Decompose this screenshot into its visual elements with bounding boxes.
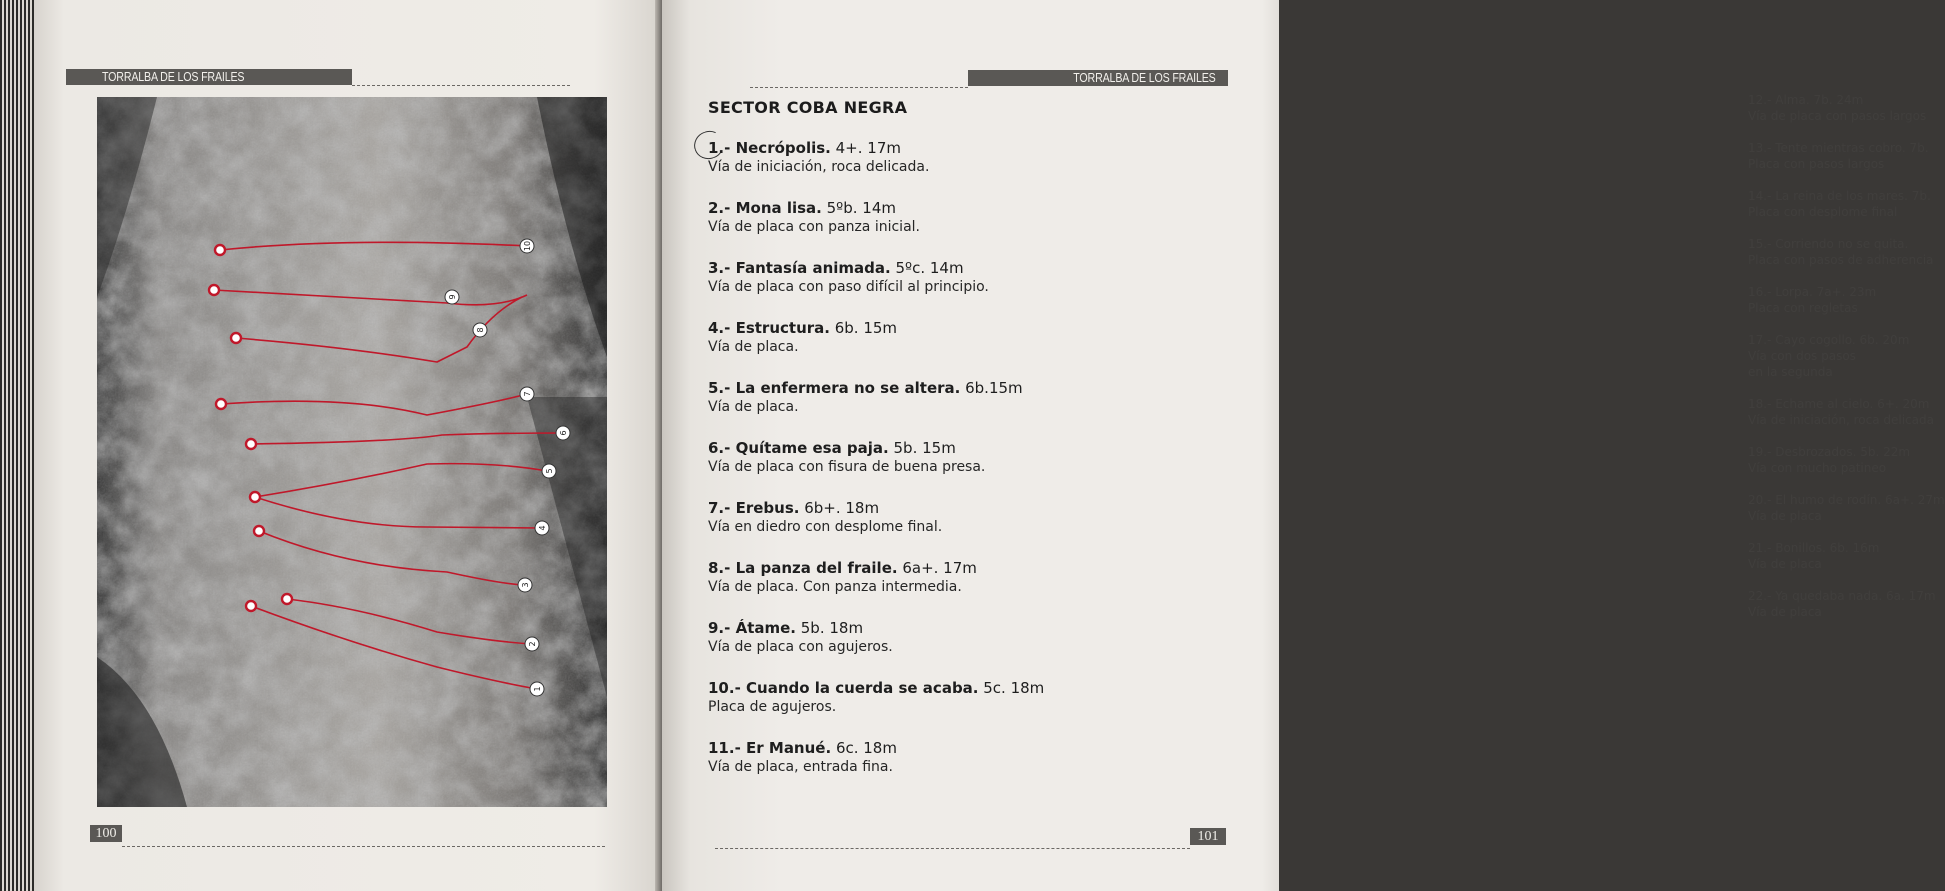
route-number-8: 8 — [476, 327, 485, 333]
route-grade: 4+. 17m — [830, 139, 901, 157]
route-grade: 6b. 15m — [829, 319, 898, 337]
route-entry — [708, 259, 1048, 319]
left-page-number: 100 — [90, 825, 122, 842]
page-edges — [0, 0, 34, 891]
right-header-rule — [750, 87, 968, 88]
route-entry — [708, 739, 1048, 799]
route-grade: 6c. 18m — [831, 739, 897, 757]
route-name: 9.- Átame. — [708, 619, 796, 637]
route-name: 4.- Estructura. — [708, 319, 830, 337]
route-description: Vía de placa. Con panza intermedia. — [708, 579, 962, 595]
route-description: Vía de placa, entrada fina. — [708, 759, 893, 775]
route-name: 6.- Quítame esa paja. — [708, 439, 889, 457]
route-entry — [708, 319, 1048, 379]
route-entry — [708, 499, 1048, 559]
route-number-4: 4 — [538, 525, 547, 531]
route-entry — [708, 559, 1048, 619]
right-header-text: TORRALBA DE LOS FRAILES — [1073, 70, 1216, 85]
route-number-7: 7 — [523, 391, 532, 397]
route-description: Placa de agujeros. — [708, 699, 837, 715]
route-grade: 5ºb. 14m — [821, 199, 897, 217]
route-name: 10.- Cuando la cuerda se acaba. — [708, 679, 979, 697]
route-number-6: 6 — [559, 430, 568, 436]
route-name: 1.- Necrópolis. — [708, 139, 831, 157]
route-number-1: 1 — [533, 686, 542, 692]
route-number-10: 10 — [523, 240, 532, 252]
route-start-dot — [215, 245, 225, 255]
route-number-3: 3 — [521, 582, 530, 588]
route-description: Vía de placa con panza inicial. — [708, 219, 920, 235]
route-entry — [708, 199, 1048, 259]
route-start-dot — [254, 526, 264, 536]
route-grade: 5b. 15m — [888, 439, 956, 457]
route-grade: 6b.15m — [960, 379, 1023, 397]
route-number-5: 5 — [545, 468, 554, 474]
route-description: Vía de placa. — [708, 339, 799, 355]
route-number-2: 2 — [528, 641, 537, 647]
right-footer-rule — [715, 848, 1190, 849]
route-description: Vía de placa con agujeros. — [708, 639, 893, 655]
route-description: Vía de iniciación, roca delicada. — [708, 159, 930, 175]
route-grade: 5c. 18m — [978, 679, 1045, 697]
route-description: Vía de placa con fisura de buena presa. — [708, 459, 986, 475]
route-grade: 6a+. 17m — [897, 559, 977, 577]
left-footer-rule — [122, 846, 605, 847]
route-start-dot — [246, 439, 256, 449]
route-grade: 5b. 18m — [796, 619, 864, 637]
route-entry — [708, 679, 1048, 739]
route-number-9: 9 — [448, 294, 457, 300]
route-description: Vía en diedro con desplome final. — [708, 519, 943, 535]
route-start-dot — [209, 285, 219, 295]
route-name: 5.- La enfermera no se altera. — [708, 379, 961, 397]
route-name: 7.- Erebus. — [708, 499, 800, 517]
route-start-dot — [231, 333, 241, 343]
route-name: 3.- Fantasía animada. — [708, 259, 891, 277]
route-start-dot — [216, 399, 226, 409]
sector-title: SECTOR COBA NEGRA — [708, 98, 908, 117]
route-entry — [708, 439, 1048, 499]
right-running-header — [968, 70, 1228, 86]
route-start-dot — [282, 594, 292, 604]
left-running-header — [66, 69, 352, 85]
route-description: Vía de placa. — [708, 399, 799, 415]
route-entry — [708, 619, 1048, 679]
right-page-number: 101 — [1190, 828, 1226, 845]
route-list — [708, 139, 1048, 799]
crag-photo — [97, 97, 607, 807]
show-through-text: 12.- Alma. 7b. 24m Vía de placa con pasos largos 13.- Tente mientras cobro. 7b. Placa con pasos largos 14.- La reina de los mares. 7b. Placa con desplome final 15.- Corriendo no se quita. Placa con pasos de adherencia 16.- Lorpa. 7a+. 23m Placa con regletas 17.- Cayo cogollo. 6b. 20m Vía con dos pasos en la segunda 18.- Echame al cielo. 6+. 20m Vía de iniciación, roca delicada 19.- Desbrozados. 5b. 22m Vía con mucho patineo 20.- El humo de rodín. 6a+. 27m Vía de placa 21.- Bonillos. 6b. 16m Vía de placa 22.- Ya quedaba nada. 6a. 17m Vía de placa — [1748, 93, 1945, 619]
left-header-rule — [352, 85, 570, 86]
route-name: 2.- Mona lisa. — [708, 199, 822, 217]
route-description: Vía de placa con paso difícil al principio. — [708, 279, 989, 295]
left-header-text: TORRALBA DE LOS FRAILES — [102, 69, 245, 84]
route-name: 8.- La panza del fraile. — [708, 559, 898, 577]
route-entry — [708, 139, 1048, 199]
route-grade: 5ºc. 14m — [890, 259, 964, 277]
route-entry — [708, 379, 1048, 439]
route-name: 11.- Er Manué. — [708, 739, 832, 757]
route-start-dot — [250, 492, 260, 502]
route-grade: 6b+. 18m — [799, 499, 880, 517]
route-start-dot — [246, 601, 256, 611]
